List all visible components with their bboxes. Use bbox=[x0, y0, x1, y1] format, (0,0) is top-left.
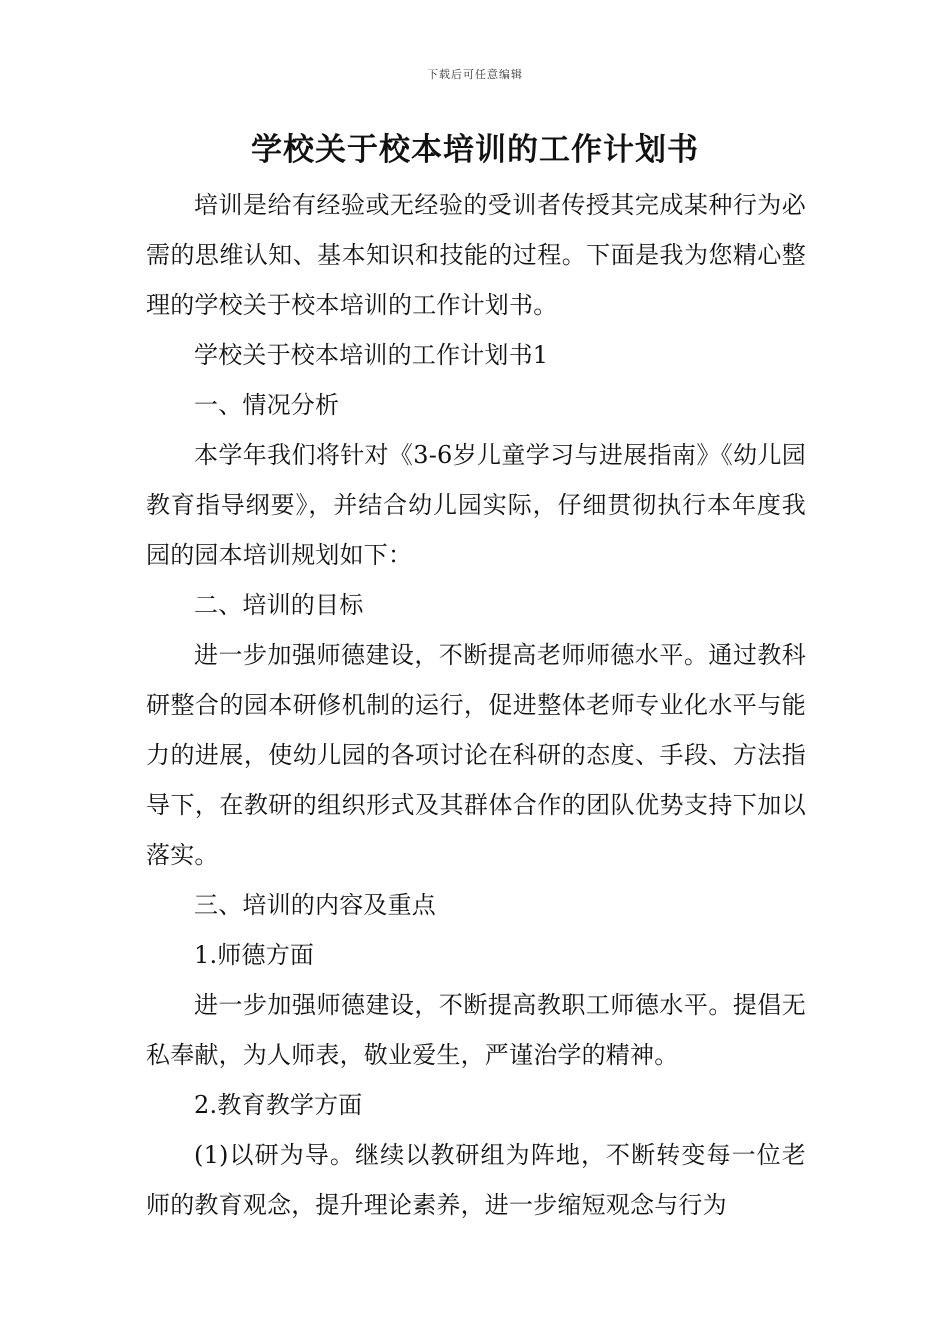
section-heading-goals: 二、培训的目标 bbox=[194, 591, 364, 619]
subheading-teaching: 2.教育教学方面 bbox=[194, 1091, 363, 1119]
paragraph-intro: 培训是给有经验或无经验的受训者传授其完成某种行为必需的思维认知、基本知识和技能的过程。下面是我为您精心整理的学校关于校本培训的工作计划书。 bbox=[146, 191, 806, 319]
paragraph-situation: 本学年我们将针对《3-6岁儿童学习与进展指南》《幼儿园教育指导纲要》，并结合幼儿园实际，仔细贯彻执行本年度我园的园本培训规划如下： bbox=[146, 441, 806, 569]
subheading-ethics: 1.师德方面 bbox=[194, 941, 315, 969]
paragraph-goals: 进一步加强师德建设，不断提高老师师德水平。通过教科研整合的园本研修机制的运行，促进整体老师专业化水平与能力的进展，使幼儿园的各项讨论在科研的态度、手段、方法指导下，在教研的组织形式及其群体合作的团队优势支持下加以落实。 bbox=[146, 641, 806, 869]
document-title: 学校关于校本培训的工作计划书 bbox=[251, 132, 699, 168]
document-body bbox=[146, 180, 806, 1230]
paragraph-ethics: 进一步加强师德建设，不断提高教职工师德水平。提倡无私奉献，为人师表，敬业爱生，严谨治学的精神。 bbox=[146, 991, 806, 1069]
paragraph-plan-heading: 学校关于校本培训的工作计划书1 bbox=[194, 341, 549, 369]
section-heading-situation: 一、情况分析 bbox=[194, 391, 340, 419]
section-heading-content: 三、培训的内容及重点 bbox=[194, 891, 436, 919]
header-note: 下载后可任意编辑 bbox=[427, 68, 523, 81]
paragraph-teaching: (1)以研为导。继续以教研组为阵地，不断转变每一位老师的教育观念，提升理论素养，进一步缩短观念与行为 bbox=[146, 1141, 806, 1219]
